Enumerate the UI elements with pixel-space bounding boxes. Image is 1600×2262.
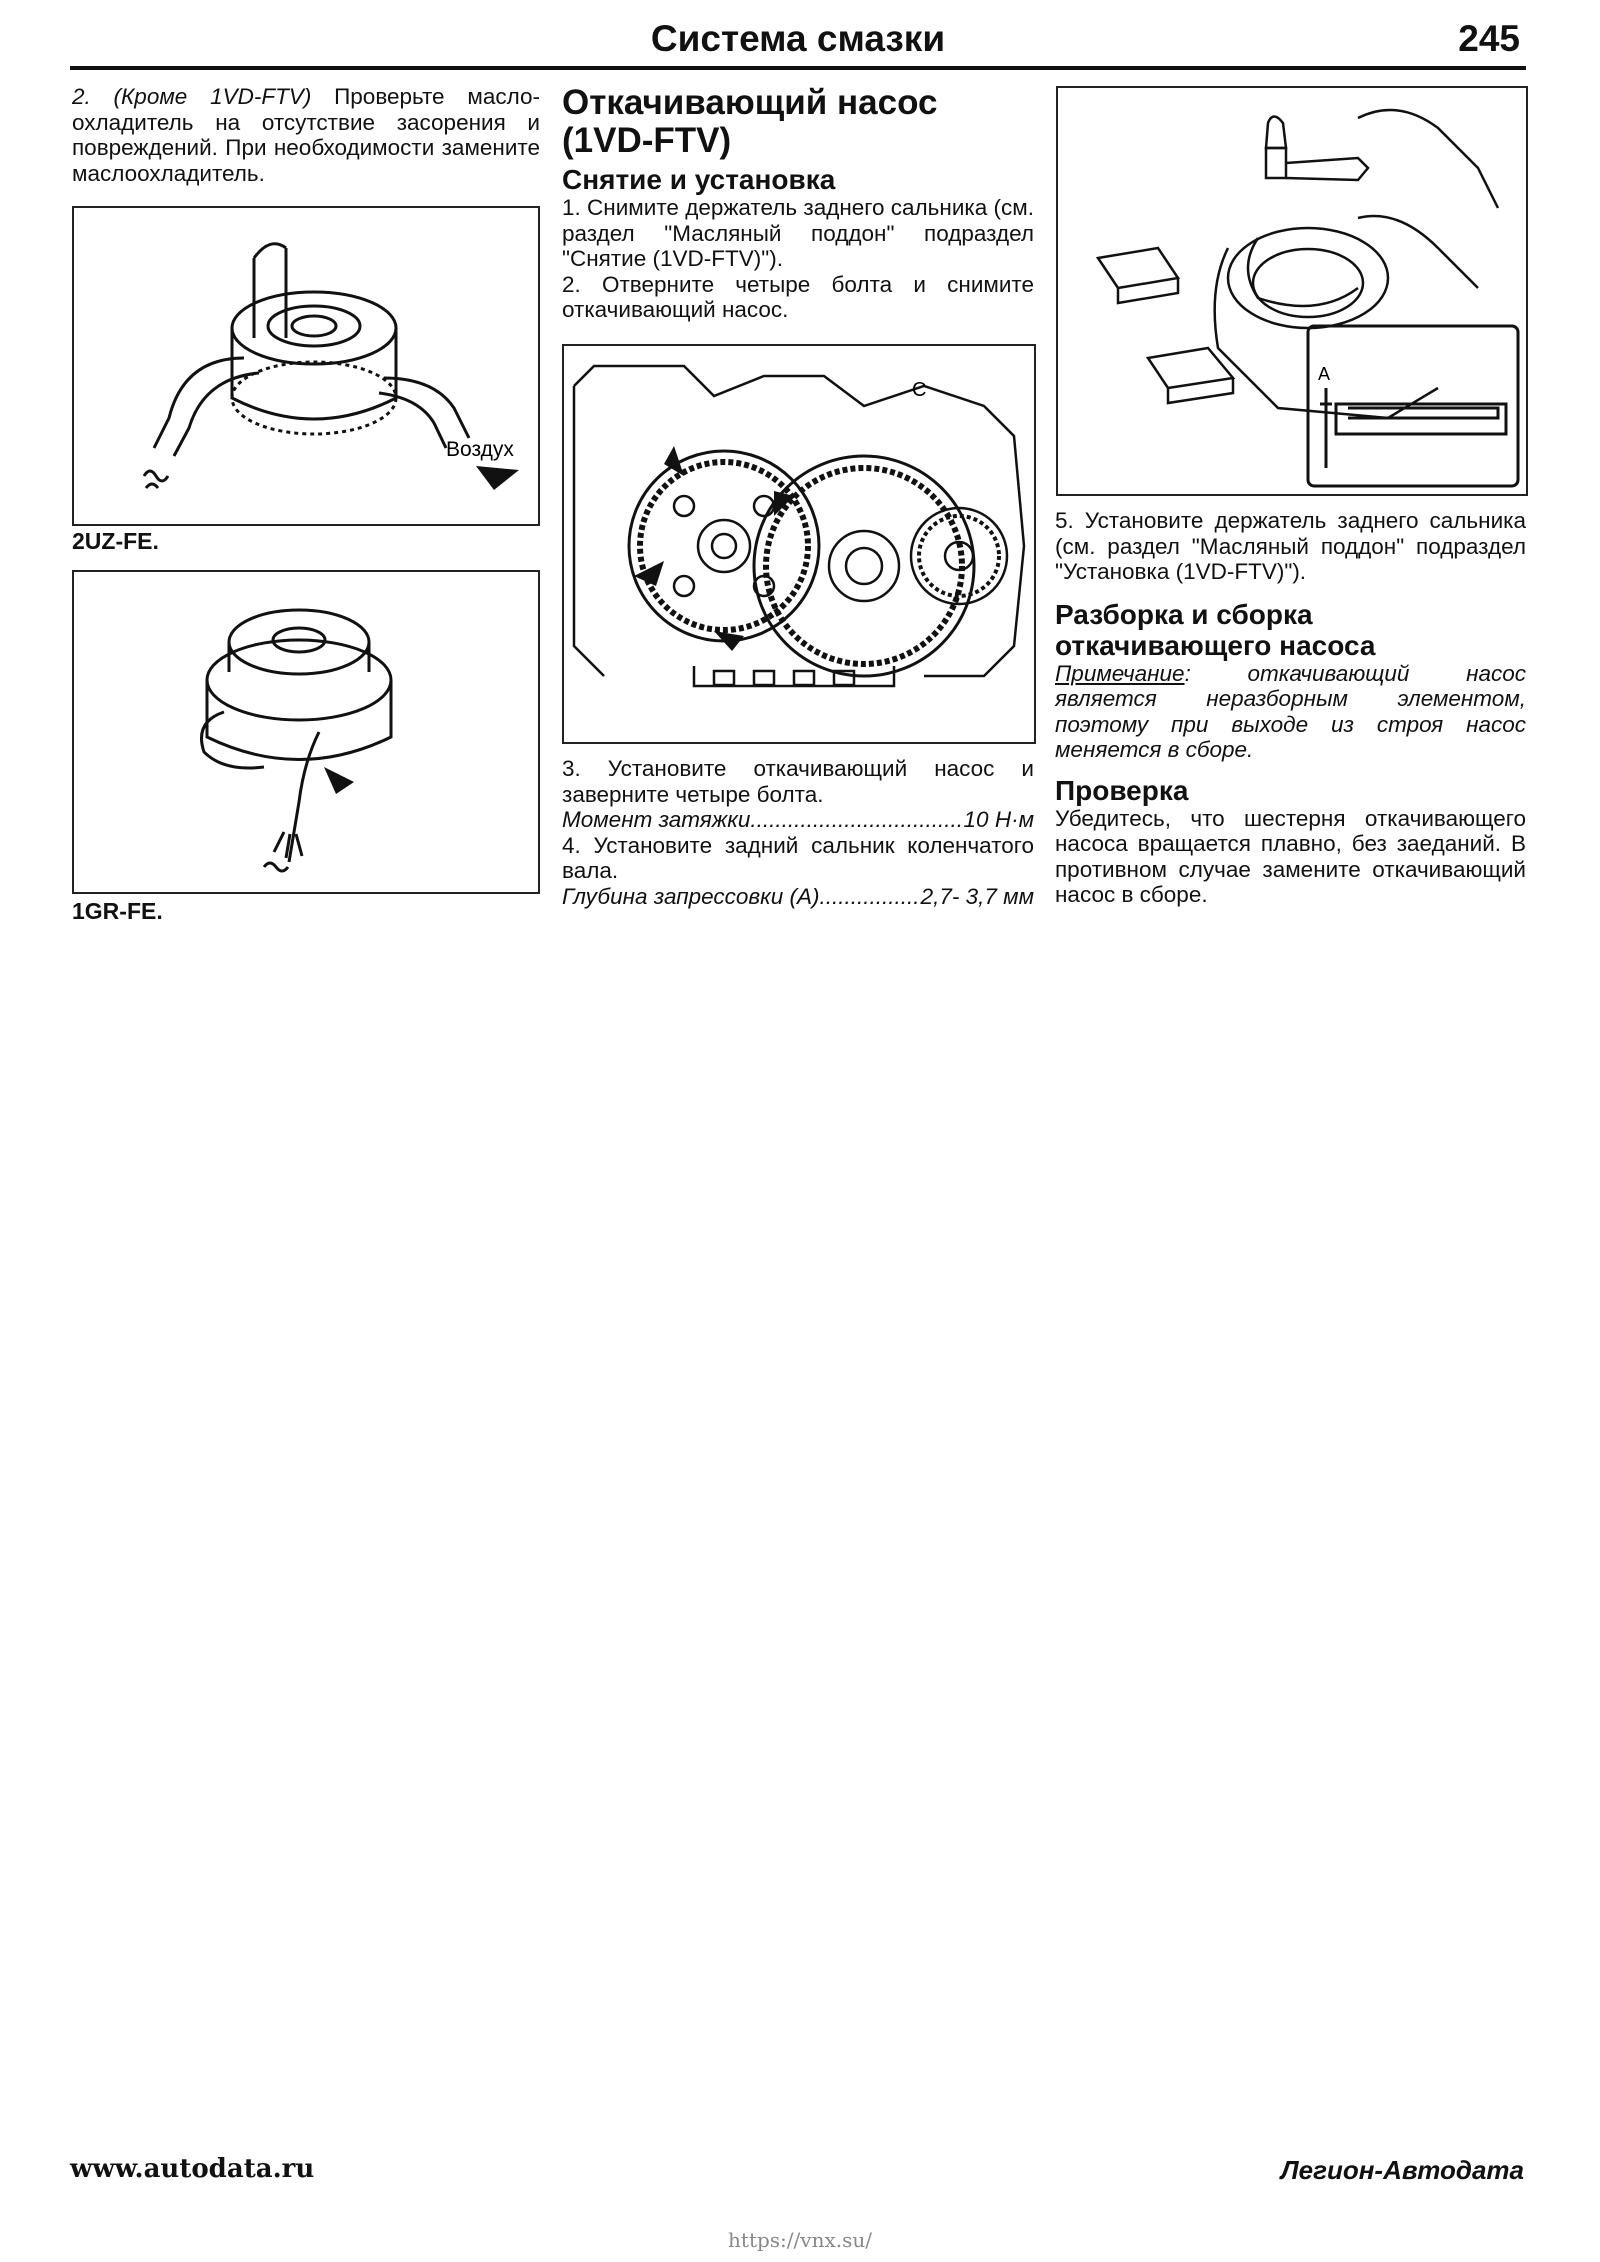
oil-seal-installation-figure	[1056, 86, 1528, 496]
page-number: 245	[1458, 18, 1520, 59]
column-right	[1055, 508, 1526, 908]
depth-label: Глубина запрессовки (А)	[562, 883, 820, 909]
note-label: Примечание	[1055, 660, 1185, 686]
step-5-text: 5. Установите держатель заднего сальника (см. раздел "Масляный поддон" подраздел "Установка (1VD-FTV)").	[1055, 508, 1526, 584]
watermark-url: https://vnx.su/	[728, 2228, 872, 2252]
step-2-text	[72, 84, 540, 186]
air-arrow-icon	[476, 466, 519, 490]
step-2-remove-text: 2. Отверните четыре болта и снимите откачивающий насос.	[562, 271, 1034, 322]
figure-label-a: A	[1318, 364, 1331, 384]
figure-caption-2uz-fe: 2UZ-FE.	[72, 528, 159, 554]
inspection-text: Убедитесь, что шестерня откачивающего насоса вращается плавно, без заеданий. В противном случае замените откачивающий насос в сборе.	[1055, 805, 1526, 907]
column-middle-lower	[562, 756, 1034, 909]
column-middle	[562, 84, 1034, 323]
figure-label-c: C	[912, 379, 927, 401]
subsection-removal-installation: Снятие и установка	[562, 164, 836, 195]
note-text	[1055, 661, 1526, 763]
torque-label: Момент затяжки	[562, 807, 751, 832]
footer-publisher: Легион-Автодата	[1280, 2155, 1524, 2185]
column-left	[72, 84, 540, 186]
flow-arrow-icon	[324, 767, 354, 794]
oil-cooler-1gr-fe-drawing	[74, 572, 538, 892]
air-label: Воздух	[446, 438, 514, 461]
oil-cooler-2uz-fe-figure	[72, 206, 540, 526]
torque-value: 10 Н·м	[963, 807, 1034, 832]
step-1-text: 1. Снимите держатель заднего сальника (см. раздел "Масляный поддон" подраздел "Снятие (1VD-FTV)").	[562, 195, 1034, 271]
section-title-disassembly: Разборка и сборка откачивающего насоса	[1055, 598, 1376, 661]
step-2-body: Проверьте маслоохладитель на отсутствие засорения и повреждений. При необходимости замените маслоохладитель.	[72, 84, 540, 186]
depth-value: 2,7- 3,7 мм	[920, 883, 1034, 909]
page-header	[70, 16, 1526, 70]
figure-caption-1gr-fe: 1GR-FE.	[72, 898, 163, 924]
oil-cooler-1gr-fe-figure	[72, 570, 540, 894]
depth-spec	[562, 884, 1034, 910]
section-title-scavenge-pump: Откачивающий насос (1VD-FTV)	[562, 83, 938, 160]
note-body: : откачивающий насос является неразборным элементом, поэтому при выходе из строя насос меняется в сборе.	[1055, 660, 1526, 762]
oil-seal-installation-drawing	[1058, 88, 1526, 494]
scavenge-pump-gear-drawing	[564, 346, 1034, 742]
step-4-text: 4. Установите задний сальник коленчатого вала.	[562, 832, 1034, 883]
oil-cooler-2uz-fe-drawing	[74, 208, 538, 524]
section-title-inspection: Проверка	[1055, 774, 1189, 806]
footer-website: www.autodata.ru	[70, 2154, 315, 2184]
torque-spec	[562, 807, 1034, 833]
step-3-text: 3. Установите откачивающий насос и заверните четыре болта.	[562, 756, 1034, 807]
arrow-icon	[634, 561, 664, 586]
scavenge-pump-gear-figure	[562, 344, 1036, 744]
step-2-qualifier: 2. (Кроме 1VD-FTV)	[72, 84, 312, 109]
page-title: Система смазки	[650, 18, 946, 59]
